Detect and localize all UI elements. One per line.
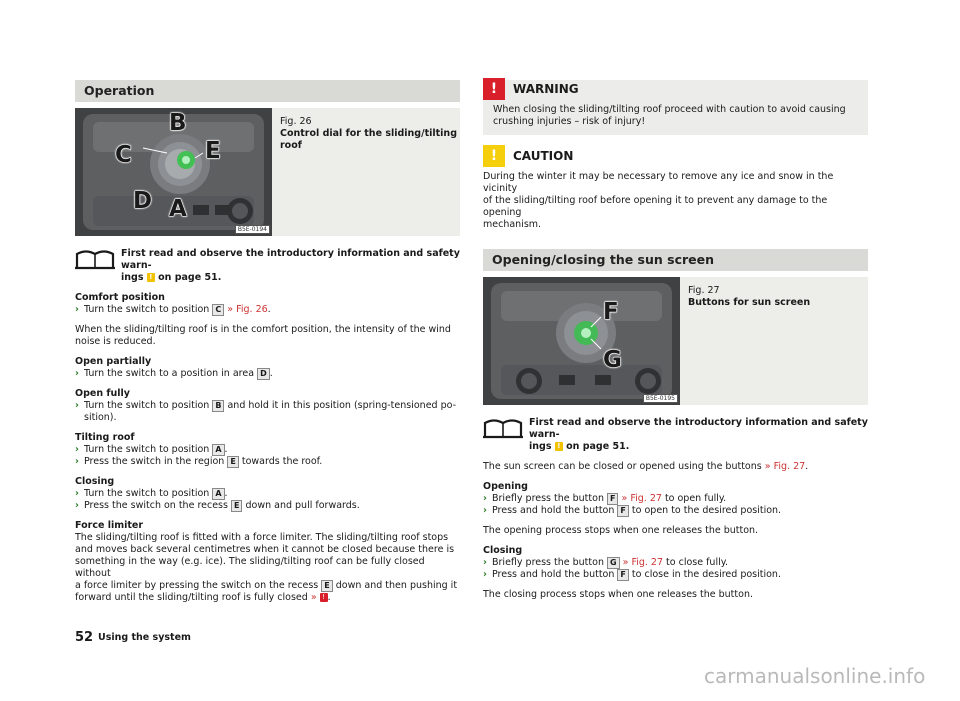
label-e: E <box>205 138 221 164</box>
step-closing-1 <box>75 488 460 500</box>
warning-ref-link[interactable]: » <box>310 592 317 603</box>
closing-para: The closing process stops when one releases the button. <box>483 589 753 600</box>
step-arrow-icon: › <box>75 400 79 411</box>
step-text: Press the switch on the recess <box>84 500 228 511</box>
section-title-operation: Operation <box>75 80 460 102</box>
figure-27 <box>483 277 868 405</box>
step-tilting-2 <box>75 456 460 468</box>
force-line3: something in the way (e.g. ice). The sliding/tilting roof can be fully closed without <box>75 556 425 579</box>
step-closing-2 <box>483 569 868 581</box>
caution-line2: of the sliding/tilting roof before opening it to prevent any damage to the opening <box>483 195 828 218</box>
sunscreen-buttons-image <box>483 277 680 405</box>
caution-title: CAUTION <box>513 149 574 163</box>
heading-closing-sunscreen: Closing <box>483 545 523 556</box>
step-text: Turn the switch to position <box>84 400 210 411</box>
figure-ref-link[interactable]: » Fig. 27 <box>764 461 806 472</box>
caution-line3: mechanism. <box>483 219 542 230</box>
force-line5: forward until the sliding/tilting roof is fully closed <box>75 592 308 603</box>
punct: . <box>267 304 271 315</box>
step-text: Turn the switch to position <box>84 444 210 455</box>
step-arrow-icon: › <box>483 557 487 568</box>
open-book-icon <box>483 417 523 439</box>
comfort-para: When the sliding/tilting roof is in the comfort position, the intensity of the wind noise is reduced. <box>75 324 451 347</box>
first-read-notice <box>75 248 460 284</box>
heading-comfort: Comfort position <box>75 292 165 303</box>
step-text-cont: towards the roof. <box>241 456 323 467</box>
punct: . <box>224 444 228 455</box>
step-arrow-icon: › <box>483 505 487 516</box>
step-text-cont: and hold it in this position (spring-tensioned po- <box>227 400 457 411</box>
position-key: C <box>212 304 224 316</box>
first-read-notice <box>483 417 868 453</box>
first-read-line1: First read and observe the introductory information and safety warn- <box>529 417 868 440</box>
warning-box <box>483 80 868 135</box>
step-text: Briefly press the button <box>492 557 604 568</box>
control-dial-image <box>75 108 272 236</box>
figure-ref-link[interactable]: » Fig. 27 <box>621 493 662 504</box>
step-text-cont: to close in the desired position. <box>631 569 781 580</box>
button-key: F <box>607 493 618 505</box>
force-line4b: down and then pushing it <box>335 580 458 591</box>
step-arrow-icon: › <box>75 368 79 379</box>
warning-header <box>483 80 858 98</box>
heading-closing: Closing <box>75 476 115 487</box>
caution-text <box>483 171 868 231</box>
position-key: E <box>231 500 242 512</box>
step-closing-2 <box>75 500 460 512</box>
label-f: F <box>603 299 619 325</box>
label-a: A <box>169 196 187 222</box>
position-key: A <box>212 444 224 456</box>
punct: . <box>269 368 273 379</box>
step-text: Turn the switch to position <box>84 304 210 315</box>
step-text: Press the switch in the region <box>84 456 225 467</box>
figure-26 <box>75 108 460 236</box>
step-text: Press and hold the button <box>492 505 615 516</box>
button-key: F <box>617 569 628 581</box>
first-read-line1: First read and observe the introductory information and safety warn- <box>121 248 460 271</box>
heading-fully: Open fully <box>75 388 130 399</box>
step-text-cont: to open fully. <box>664 493 727 504</box>
step-fully <box>75 400 460 424</box>
step-arrow-icon: › <box>75 304 79 315</box>
figure-caption-text: Control dial for the sliding/tilting roof <box>280 128 457 151</box>
figure-caption <box>680 277 810 405</box>
position-key: A <box>212 488 224 500</box>
step-arrow-icon: › <box>75 456 79 467</box>
label-d: D <box>133 188 153 214</box>
step-text: Turn the switch to a position in area <box>84 368 255 379</box>
watermark: carmanualsonline.info <box>704 664 926 688</box>
intro-para <box>483 461 868 473</box>
first-read-line2b: on page 51. <box>158 272 222 283</box>
position-key: B <box>212 400 224 412</box>
warning-line1: When closing the sliding/tilting roof proceed with caution to avoid causing <box>493 104 846 115</box>
step-arrow-icon: › <box>483 569 487 580</box>
console-illustration <box>483 277 680 405</box>
first-read-line2a: ings <box>529 441 552 452</box>
position-key: E <box>227 456 238 468</box>
step-arrow-icon: › <box>483 493 487 504</box>
right-column <box>483 80 868 601</box>
figure-ref-link[interactable]: » Fig. 26 <box>227 304 268 315</box>
left-column <box>75 80 460 604</box>
force-line4a: a force limiter by pressing the switch on the recess <box>75 580 319 591</box>
button-key: G <box>607 557 620 569</box>
figure-ref-link[interactable]: » Fig. 27 <box>622 557 664 568</box>
step-text: Briefly press the button <box>492 493 604 504</box>
force-line1: The sliding/tilting roof is fitted with a force limiter. The sliding/tilting roof stops <box>75 532 449 543</box>
label-g: G <box>603 347 622 373</box>
force-line2: and moves back several centimetres when it cannot be closed because there is <box>75 544 455 555</box>
step-arrow-icon: › <box>75 488 79 499</box>
figure-number: Fig. 26 <box>280 116 312 127</box>
exclamation-yellow-icon: ! <box>483 145 505 167</box>
position-key: E <box>321 580 332 592</box>
step-opening-2 <box>483 505 868 517</box>
warning-symbol-icon: ! <box>147 273 155 282</box>
step-tilting-1 <box>75 444 460 456</box>
step-comfort <box>75 304 460 316</box>
step-text-cont: down and pull forwards. <box>245 500 360 511</box>
punct: . <box>224 488 228 499</box>
intro-text: The sun screen can be closed or opened using the buttons <box>483 461 762 472</box>
first-read-line2a: ings <box>121 272 144 283</box>
figure-caption <box>272 108 460 236</box>
figure-code: B5E-0194 <box>235 225 270 234</box>
section-title-sunscreen: Opening/closing the sun screen <box>483 249 868 271</box>
heading-opening: Opening <box>483 481 528 492</box>
open-book-icon <box>75 248 115 270</box>
step-partial <box>75 368 460 380</box>
caution-line1: During the winter it may be necessary to remove any ice and snow in the vicinity <box>483 171 834 194</box>
step-text: Press and hold the button <box>492 569 615 580</box>
heading-tilting: Tilting roof <box>75 432 135 443</box>
caution-header <box>483 145 868 167</box>
page-number: 52 <box>75 630 94 645</box>
label-c: C <box>115 142 132 168</box>
force-para <box>75 532 460 604</box>
figure-caption-text: Buttons for sun screen <box>688 297 811 308</box>
heading-force: Force limiter <box>75 520 144 531</box>
figure-number: Fig. 27 <box>688 285 720 296</box>
warning-line2: crushing injuries – risk of injury! <box>493 116 646 127</box>
step-text-cont: to close fully. <box>666 557 729 568</box>
warning-symbol-icon: ! <box>320 593 328 602</box>
step-arrow-icon: › <box>75 444 79 455</box>
step-arrow-icon: › <box>75 500 79 511</box>
button-key: F <box>617 505 628 517</box>
warning-symbol-icon: ! <box>555 442 563 451</box>
punct: . <box>805 461 809 472</box>
figure-code: B5E-0195 <box>643 394 678 403</box>
step-text-cont: to open to the desired position. <box>631 505 782 516</box>
step-text-wrap: sition). <box>84 412 117 423</box>
punct: . <box>327 592 331 603</box>
exclamation-red-icon: ! <box>483 78 505 100</box>
label-b: B <box>169 110 187 136</box>
warning-title: WARNING <box>513 82 579 96</box>
footer-section: Using the system <box>98 632 191 643</box>
warning-text <box>493 104 858 128</box>
position-key: D <box>257 368 270 380</box>
heading-partial: Open partially <box>75 356 152 367</box>
first-read-line2b: on page 51. <box>566 441 630 452</box>
step-opening-1 <box>483 493 868 505</box>
step-closing-1 <box>483 557 868 569</box>
step-text: Turn the switch to position <box>84 488 210 499</box>
opening-para: The opening process stops when one releases the button. <box>483 525 759 536</box>
